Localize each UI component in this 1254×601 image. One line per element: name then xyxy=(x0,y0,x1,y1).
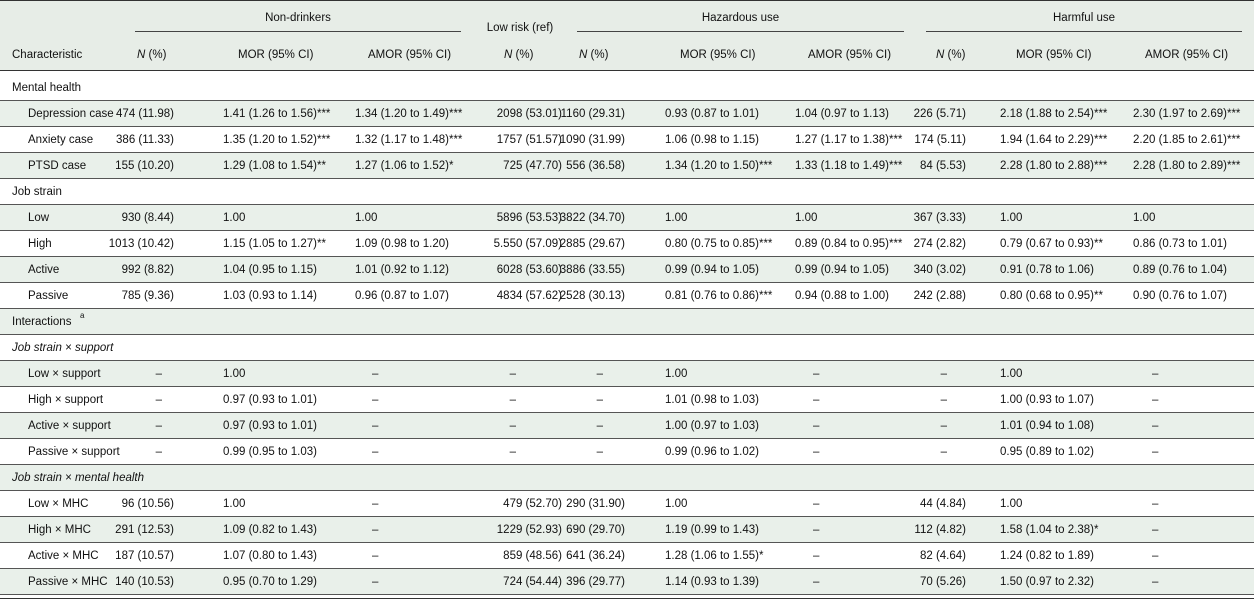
row-label: Job strain × mental health xyxy=(12,472,145,484)
table-cell: 0.91 (0.78 to 1.06) xyxy=(1000,264,1094,276)
group-underline xyxy=(135,31,461,32)
table-cell: – xyxy=(509,420,516,432)
table-cell: 785 (9.36) xyxy=(121,290,174,302)
table-cell: 0.79 (0.67 to 0.93)** xyxy=(1000,238,1103,250)
table-cell: 1013 (10.42) xyxy=(108,238,174,250)
table-cell: 1.00 (0.93 to 1.07) xyxy=(1000,394,1094,406)
table-cell: 1.06 (0.98 to 1.15) xyxy=(665,134,759,146)
pct-suffix: (%) xyxy=(587,49,609,61)
table-cell: – xyxy=(1152,420,1159,432)
table-cell: – xyxy=(372,550,379,562)
table-cell: 0.81 (0.76 to 0.86)*** xyxy=(665,290,773,302)
table-cell: 367 (3.33) xyxy=(913,212,966,224)
table-cell: 0.96 (0.87 to 1.07) xyxy=(355,290,449,302)
table-cell: 1.00 xyxy=(1000,212,1023,224)
table-cell: – xyxy=(155,446,162,458)
table-row xyxy=(0,491,1254,517)
table-cell: 724 (54.44) xyxy=(503,576,562,588)
table-cell: 2885 (29.67) xyxy=(559,238,625,250)
table-cell: 274 (2.82) xyxy=(913,238,966,250)
table-cell: 0.89 (0.84 to 0.95)*** xyxy=(795,238,903,250)
table-cell: 1.58 (1.04 to 2.38)* xyxy=(1000,524,1099,536)
table-cell: 1160 (29.31) xyxy=(560,108,625,120)
col-n-pct xyxy=(936,47,965,63)
table-cell: – xyxy=(509,394,516,406)
table-cell: 2.28 (1.80 to 2.89)*** xyxy=(1133,160,1241,172)
table-cell: – xyxy=(372,524,379,536)
row-label: Anxiety case xyxy=(28,134,94,146)
table-cell: 1.33 (1.18 to 1.49)*** xyxy=(795,160,903,172)
table-cell: 5896 (53.53) xyxy=(496,212,562,224)
table-row xyxy=(0,387,1254,413)
table-cell: 859 (48.56) xyxy=(503,550,562,562)
table-cell: 70 (5.26) xyxy=(919,576,966,588)
table-row xyxy=(0,127,1254,153)
table-cell: – xyxy=(155,394,162,406)
table-cell: – xyxy=(596,368,603,380)
table-cell: – xyxy=(372,498,379,510)
table-cell: 0.99 (0.94 to 1.05) xyxy=(665,264,759,276)
table-cell: 1.00 xyxy=(223,212,246,224)
col-mor: MOR (95% CI) xyxy=(680,49,756,61)
table-cell: 386 (11.33) xyxy=(116,134,174,146)
table-cell: – xyxy=(1152,446,1159,458)
table-cell: 1.07 (0.80 to 1.43) xyxy=(223,550,317,562)
table-cell: 5.550 (57.09) xyxy=(493,238,562,250)
row-label: Active × support xyxy=(28,420,111,432)
row-label: Low xyxy=(28,212,50,224)
table-cell: 992 (8.82) xyxy=(121,264,174,276)
table-row xyxy=(0,569,1254,595)
table-cell: – xyxy=(940,420,947,432)
row-label: Passive × MHC xyxy=(28,576,108,588)
table-row xyxy=(0,205,1254,231)
table-cell: – xyxy=(940,368,947,380)
table-cell: – xyxy=(813,368,820,380)
row-label: PTSD case xyxy=(28,160,87,172)
subsection-row xyxy=(0,465,1254,491)
table-row xyxy=(0,257,1254,283)
table-cell: 1.19 (0.99 to 1.43) xyxy=(665,524,759,536)
group-underline xyxy=(577,31,904,32)
table-header xyxy=(0,0,1254,71)
table-cell: – xyxy=(372,420,379,432)
table-cell: 0.94 (0.88 to 1.00) xyxy=(795,290,889,302)
table-cell: 155 (10.20) xyxy=(115,160,174,172)
group-harmful: Harmful use xyxy=(1053,12,1115,24)
col-mor: MOR (95% CI) xyxy=(238,49,314,61)
table-cell: 3822 (34.70) xyxy=(559,212,625,224)
table-cell: 1.14 (0.93 to 1.39) xyxy=(665,576,759,588)
table-cell: 1.27 (1.06 to 1.52)* xyxy=(355,160,454,172)
group-hazardous: Hazardous use xyxy=(701,12,780,24)
table-cell: 1.09 (0.82 to 1.43) xyxy=(223,524,317,536)
table-cell: 2.30 (1.97 to 2.69)*** xyxy=(1133,108,1241,120)
table-cell: 1.28 (1.06 to 1.55)* xyxy=(665,550,764,562)
table-cell: – xyxy=(596,420,603,432)
table-cell: 1.94 (1.64 to 2.29)*** xyxy=(1000,134,1108,146)
table-cell: 290 (31.90) xyxy=(566,498,625,510)
table-cell: 2.20 (1.85 to 2.61)*** xyxy=(1133,134,1241,146)
row-label: Passive × support xyxy=(28,446,120,458)
table-cell: 1.34 (1.20 to 1.50)*** xyxy=(665,160,773,172)
table-cell: – xyxy=(372,446,379,458)
table-cell: 1.01 (0.94 to 1.08) xyxy=(1000,420,1094,432)
section-row xyxy=(0,179,1254,205)
table-cell: 1.00 xyxy=(665,212,688,224)
table-cell: 1.00 xyxy=(795,212,818,224)
table-cell: 1.04 (0.95 to 1.15) xyxy=(223,264,317,276)
col-characteristic: Characteristic xyxy=(12,49,83,61)
col-amor: AMOR (95% CI) xyxy=(808,49,892,61)
table-cell: 479 (52.70) xyxy=(503,498,562,510)
table-cell: 3886 (33.55) xyxy=(559,264,625,276)
table-cell: – xyxy=(596,394,603,406)
table-cell: – xyxy=(813,446,820,458)
table-cell: 112 (4.82) xyxy=(914,524,966,536)
n-symbol: N xyxy=(504,49,513,61)
section-row xyxy=(0,75,1254,101)
table-cell: 1.00 xyxy=(1000,498,1023,510)
col-mor: MOR (95% CI) xyxy=(1016,49,1092,61)
row-label: Passive xyxy=(28,290,69,302)
col-amor: AMOR (95% CI) xyxy=(368,49,452,61)
table-cell: – xyxy=(1152,498,1159,510)
table-cell: 641 (36.24) xyxy=(566,550,625,562)
table-cell: – xyxy=(155,368,162,380)
pct-suffix: (%) xyxy=(944,49,966,61)
table-cell: 1.00 xyxy=(223,368,246,380)
table-cell: – xyxy=(1152,550,1159,562)
table-cell: 1.32 (1.17 to 1.48)*** xyxy=(355,134,463,146)
table-cell: – xyxy=(813,524,820,536)
table-cell: 0.89 (0.76 to 1.04) xyxy=(1133,264,1227,276)
group-underline xyxy=(926,31,1242,32)
table-row xyxy=(0,361,1254,387)
table-cell: 1.29 (1.08 to 1.54)** xyxy=(223,160,326,172)
n-symbol: N xyxy=(936,49,945,61)
table-cell: 44 (4.84) xyxy=(919,498,966,510)
row-label: Active × MHC xyxy=(28,550,99,562)
table-cell: 0.99 (0.96 to 1.02) xyxy=(665,446,759,458)
table-cell: 0.80 (0.68 to 0.95)** xyxy=(1000,290,1103,302)
table-cell: 1.00 xyxy=(1133,212,1156,224)
table-cell: 4834 (57.62) xyxy=(496,290,562,302)
table-cell: 1.03 (0.93 to 1.14) xyxy=(223,290,317,302)
table-cell: 1090 (31.99) xyxy=(559,134,625,146)
table-cell: – xyxy=(940,446,947,458)
row-label: Low × support xyxy=(28,368,101,380)
table-cell: 556 (36.58) xyxy=(566,160,625,172)
row-label: High × support xyxy=(28,394,104,406)
table-cell: 1.00 xyxy=(1000,368,1023,380)
table-cell: 2.28 (1.80 to 2.88)*** xyxy=(1000,160,1108,172)
col-n-pct xyxy=(579,47,608,63)
group-low-risk: Low risk (ref) xyxy=(486,22,554,34)
table-cell: 1.00 xyxy=(665,368,688,380)
group-non-drinkers: Non-drinkers xyxy=(265,12,331,24)
table-cell: 1.00 xyxy=(355,212,378,224)
table-cell: 725 (47.70) xyxy=(503,160,562,172)
table-cell: 226 (5.71) xyxy=(913,108,966,120)
row-label: High × MHC xyxy=(28,524,91,536)
table-cell: – xyxy=(940,394,947,406)
table-cell: – xyxy=(1152,524,1159,536)
table-cell: 1.01 (0.98 to 1.03) xyxy=(665,394,759,406)
table-bottom-rule xyxy=(0,598,1254,599)
table-cell: – xyxy=(372,368,379,380)
table-cell: – xyxy=(1152,368,1159,380)
table-cell: 1.27 (1.17 to 1.38)*** xyxy=(795,134,903,146)
section-row: Interactions a xyxy=(0,309,1254,335)
table-cell: 690 (29.70) xyxy=(566,524,625,536)
table-cell: 0.90 (0.76 to 1.07) xyxy=(1133,290,1227,302)
row-label: Job strain × support xyxy=(12,342,114,354)
table-cell: 0.80 (0.75 to 0.85)*** xyxy=(665,238,773,250)
table-cell: 396 (29.77) xyxy=(566,576,625,588)
table-cell: 0.93 (0.87 to 1.01) xyxy=(665,108,759,120)
row-label: Depression case xyxy=(28,108,114,120)
table-cell: – xyxy=(155,420,162,432)
table-cell: 96 (10.56) xyxy=(121,498,174,510)
table-cell: – xyxy=(509,368,516,380)
row-label: Job strain xyxy=(12,186,62,198)
table-cell: – xyxy=(372,576,379,588)
table-cell: 0.95 (0.70 to 1.29) xyxy=(223,576,317,588)
table-cell: 1.01 (0.92 to 1.12) xyxy=(355,264,449,276)
table-row xyxy=(0,231,1254,257)
pct-suffix: (%) xyxy=(145,49,167,61)
table-cell: 84 (5.53) xyxy=(919,160,966,172)
table-cell: 1.41 (1.26 to 1.56)*** xyxy=(223,108,331,120)
table-cell: 1.50 (0.97 to 2.32) xyxy=(1000,576,1094,588)
table-cell: 187 (10.57) xyxy=(115,550,174,562)
row-label: Low × MHC xyxy=(28,498,89,510)
table-cell: 2528 (30.13) xyxy=(559,290,625,302)
table-cell: 2.18 (1.88 to 2.54)*** xyxy=(1000,108,1108,120)
pct-suffix: (%) xyxy=(512,49,534,61)
table-row xyxy=(0,413,1254,439)
subsection-row xyxy=(0,335,1254,361)
n-symbol: N xyxy=(137,49,146,61)
table-cell: 930 (8.44) xyxy=(121,212,174,224)
col-n-pct xyxy=(504,47,533,63)
table-cell: – xyxy=(372,394,379,406)
table-cell: 6028 (53.60) xyxy=(496,264,562,276)
table-cell: 474 (11.98) xyxy=(116,108,174,120)
table-cell: 291 (12.53) xyxy=(115,524,174,536)
table-cell: – xyxy=(813,394,820,406)
table-cell: 1229 (52.93) xyxy=(496,524,562,536)
table-row xyxy=(0,543,1254,569)
table-cell: 174 (5.11) xyxy=(914,134,966,146)
table-cell: 1.15 (1.05 to 1.27)** xyxy=(223,238,326,250)
table-row xyxy=(0,439,1254,465)
table-cell: 0.95 (0.89 to 1.02) xyxy=(1000,446,1094,458)
table-cell: – xyxy=(813,576,820,588)
table-row xyxy=(0,153,1254,179)
row-label: Active xyxy=(28,264,60,276)
table-cell: 0.97 (0.93 to 1.01) xyxy=(223,394,317,406)
table-cell: 140 (10.53) xyxy=(115,576,174,588)
table-cell: 1.00 xyxy=(223,498,246,510)
row-label: Mental health xyxy=(12,82,82,94)
table-cell: 0.86 (0.73 to 1.01) xyxy=(1133,238,1227,250)
table-cell: – xyxy=(1152,394,1159,406)
table-cell: 1757 (51.57) xyxy=(496,134,562,146)
table-cell: – xyxy=(813,420,820,432)
table-cell: 1.00 (0.97 to 1.03) xyxy=(665,420,759,432)
table-cell: 1.04 (0.97 to 1.13) xyxy=(795,108,889,120)
table-row xyxy=(0,283,1254,309)
table-cell: 1.24 (0.82 to 1.89) xyxy=(1000,550,1094,562)
table-cell: 340 (3.02) xyxy=(913,264,966,276)
col-n-pct xyxy=(137,47,166,63)
table-cell: 82 (4.64) xyxy=(919,550,966,562)
table-cell: 242 (2.88) xyxy=(913,290,966,302)
table-cell: – xyxy=(509,446,516,458)
table-cell: 1.35 (1.20 to 1.52)*** xyxy=(223,134,331,146)
table-cell: 1.34 (1.20 to 1.49)*** xyxy=(355,108,463,120)
table-cell: 0.97 (0.93 to 1.01) xyxy=(223,420,317,432)
table-cell: 0.99 (0.95 to 1.03) xyxy=(223,446,317,458)
n-symbol: N xyxy=(579,49,588,61)
table-cell: – xyxy=(1152,576,1159,588)
table-cell: 0.99 (0.94 to 1.05) xyxy=(795,264,889,276)
table-cell: 2098 (53.01) xyxy=(496,108,562,120)
table-cell: 1.00 xyxy=(665,498,688,510)
table-row xyxy=(0,517,1254,543)
table-cell: 1.09 (0.98 to 1.20) xyxy=(355,238,449,250)
table-cell: – xyxy=(813,550,820,562)
table-cell: – xyxy=(596,446,603,458)
row-label: High xyxy=(28,238,52,250)
col-amor: AMOR (95% CI) xyxy=(1145,49,1229,61)
table-cell: – xyxy=(813,498,820,510)
table-row xyxy=(0,101,1254,127)
row-label: Interactions xyxy=(12,316,72,328)
